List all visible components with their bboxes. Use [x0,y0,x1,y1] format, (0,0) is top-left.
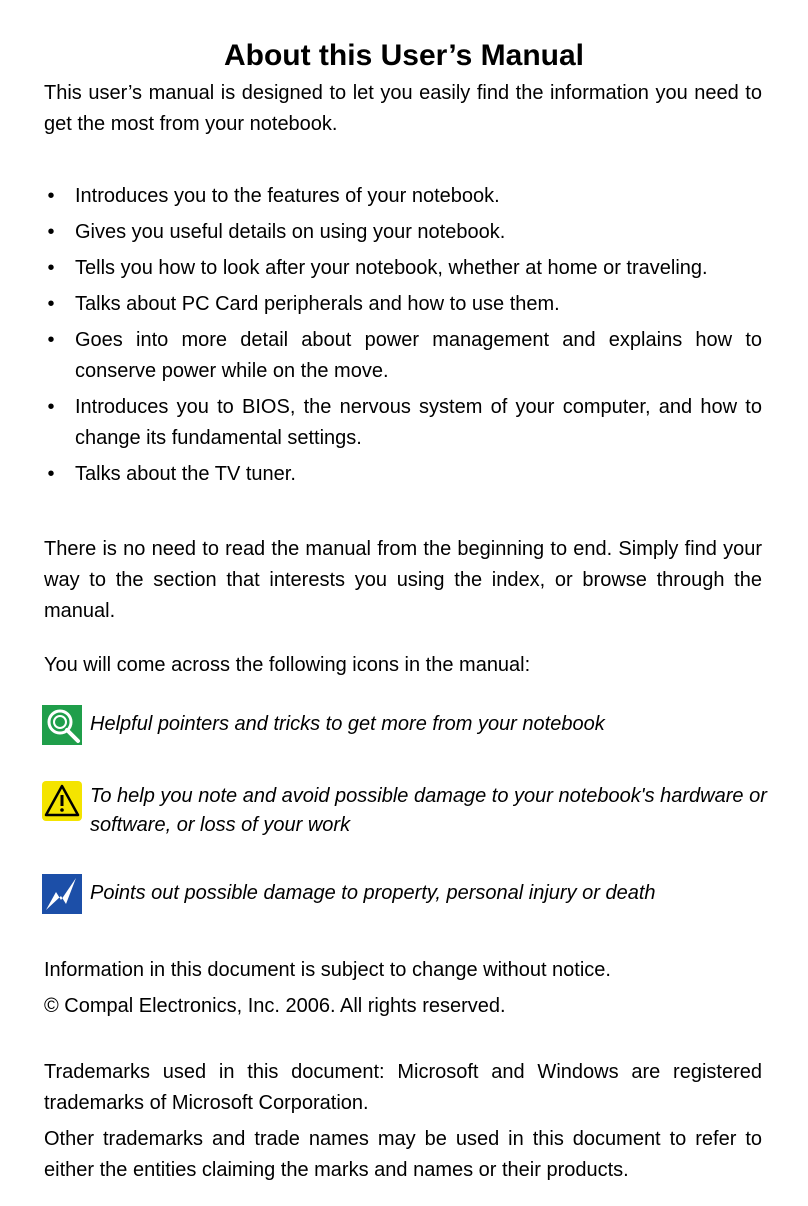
copyright-text: © Compal Electronics, Inc. 2006. All rights reserved. [44,995,506,1017]
list-item [44,181,762,212]
list-item [44,459,762,490]
list-item-text: Tells you how to look after your notebook, whether at home or traveling. [75,257,708,279]
no-need-paragraph: There is no need to read the manual from the beginning to end. Simply find your way to the section that interests you using the index, or browse through the manual. [44,538,762,622]
icon-legend-caution [42,781,770,841]
list-item [44,217,762,248]
bullet-glyph: • [47,396,55,418]
bullet-glyph: • [47,221,55,243]
notice-text: Information in this document is subject to change without notice. [44,959,611,981]
bullet-glyph: • [47,463,55,485]
tip-magnifier-icon [42,705,82,745]
list-item [44,325,762,387]
other-trademarks-paragraph: Other trademarks and trade names may be used in this document to refer to either the entities claiming the marks and names or their products. [44,1128,762,1181]
icon-legend-tip [42,705,770,747]
bullet-glyph: • [47,293,55,315]
list-item [44,289,762,320]
list-item-text: Goes into more detail about power management and explains how to conserve power while on the move. [75,329,762,382]
page-title: About this User’s Manual [223,39,585,73]
caution-triangle-icon [42,781,82,821]
icon-legend-text: To help you note and avoid possible damage to your notebook's hardware or software, or loss of your work [90,785,767,836]
list-item-text: Gives you useful details on using your notebook. [75,221,506,243]
list-item-text: Introduces you to BIOS, the nervous system of your computer, and how to change its fundamental settings. [75,396,762,449]
intro-paragraph: This user’s manual is designed to let you easily find the information you need to get the most from your notebook. [44,82,762,135]
bullet-glyph: • [47,185,55,207]
list-item [44,253,762,284]
list-item-text: Introduces you to the features of your notebook. [75,185,500,207]
warning-lightning-icon [42,874,82,914]
icon-legend-text: Points out possible damage to property, personal injury or death [90,882,656,904]
icon-legend-text: Helpful pointers and tricks to get more from your notebook [90,713,605,735]
bullet-glyph: • [47,329,55,351]
bullet-glyph: • [47,257,55,279]
list-item [44,392,762,454]
trademarks-paragraph: Trademarks used in this document: Microsoft and Windows are registered trademarks of Microsoft Corporation. [44,1061,762,1114]
list-item-text: Talks about PC Card peripherals and how to use them. [75,293,560,315]
icons-intro: You will come across the following icons in the manual: [44,654,531,676]
feature-list [44,181,762,495]
list-item-text: Talks about the TV tuner. [75,463,296,485]
icon-legend-warning [42,874,770,916]
